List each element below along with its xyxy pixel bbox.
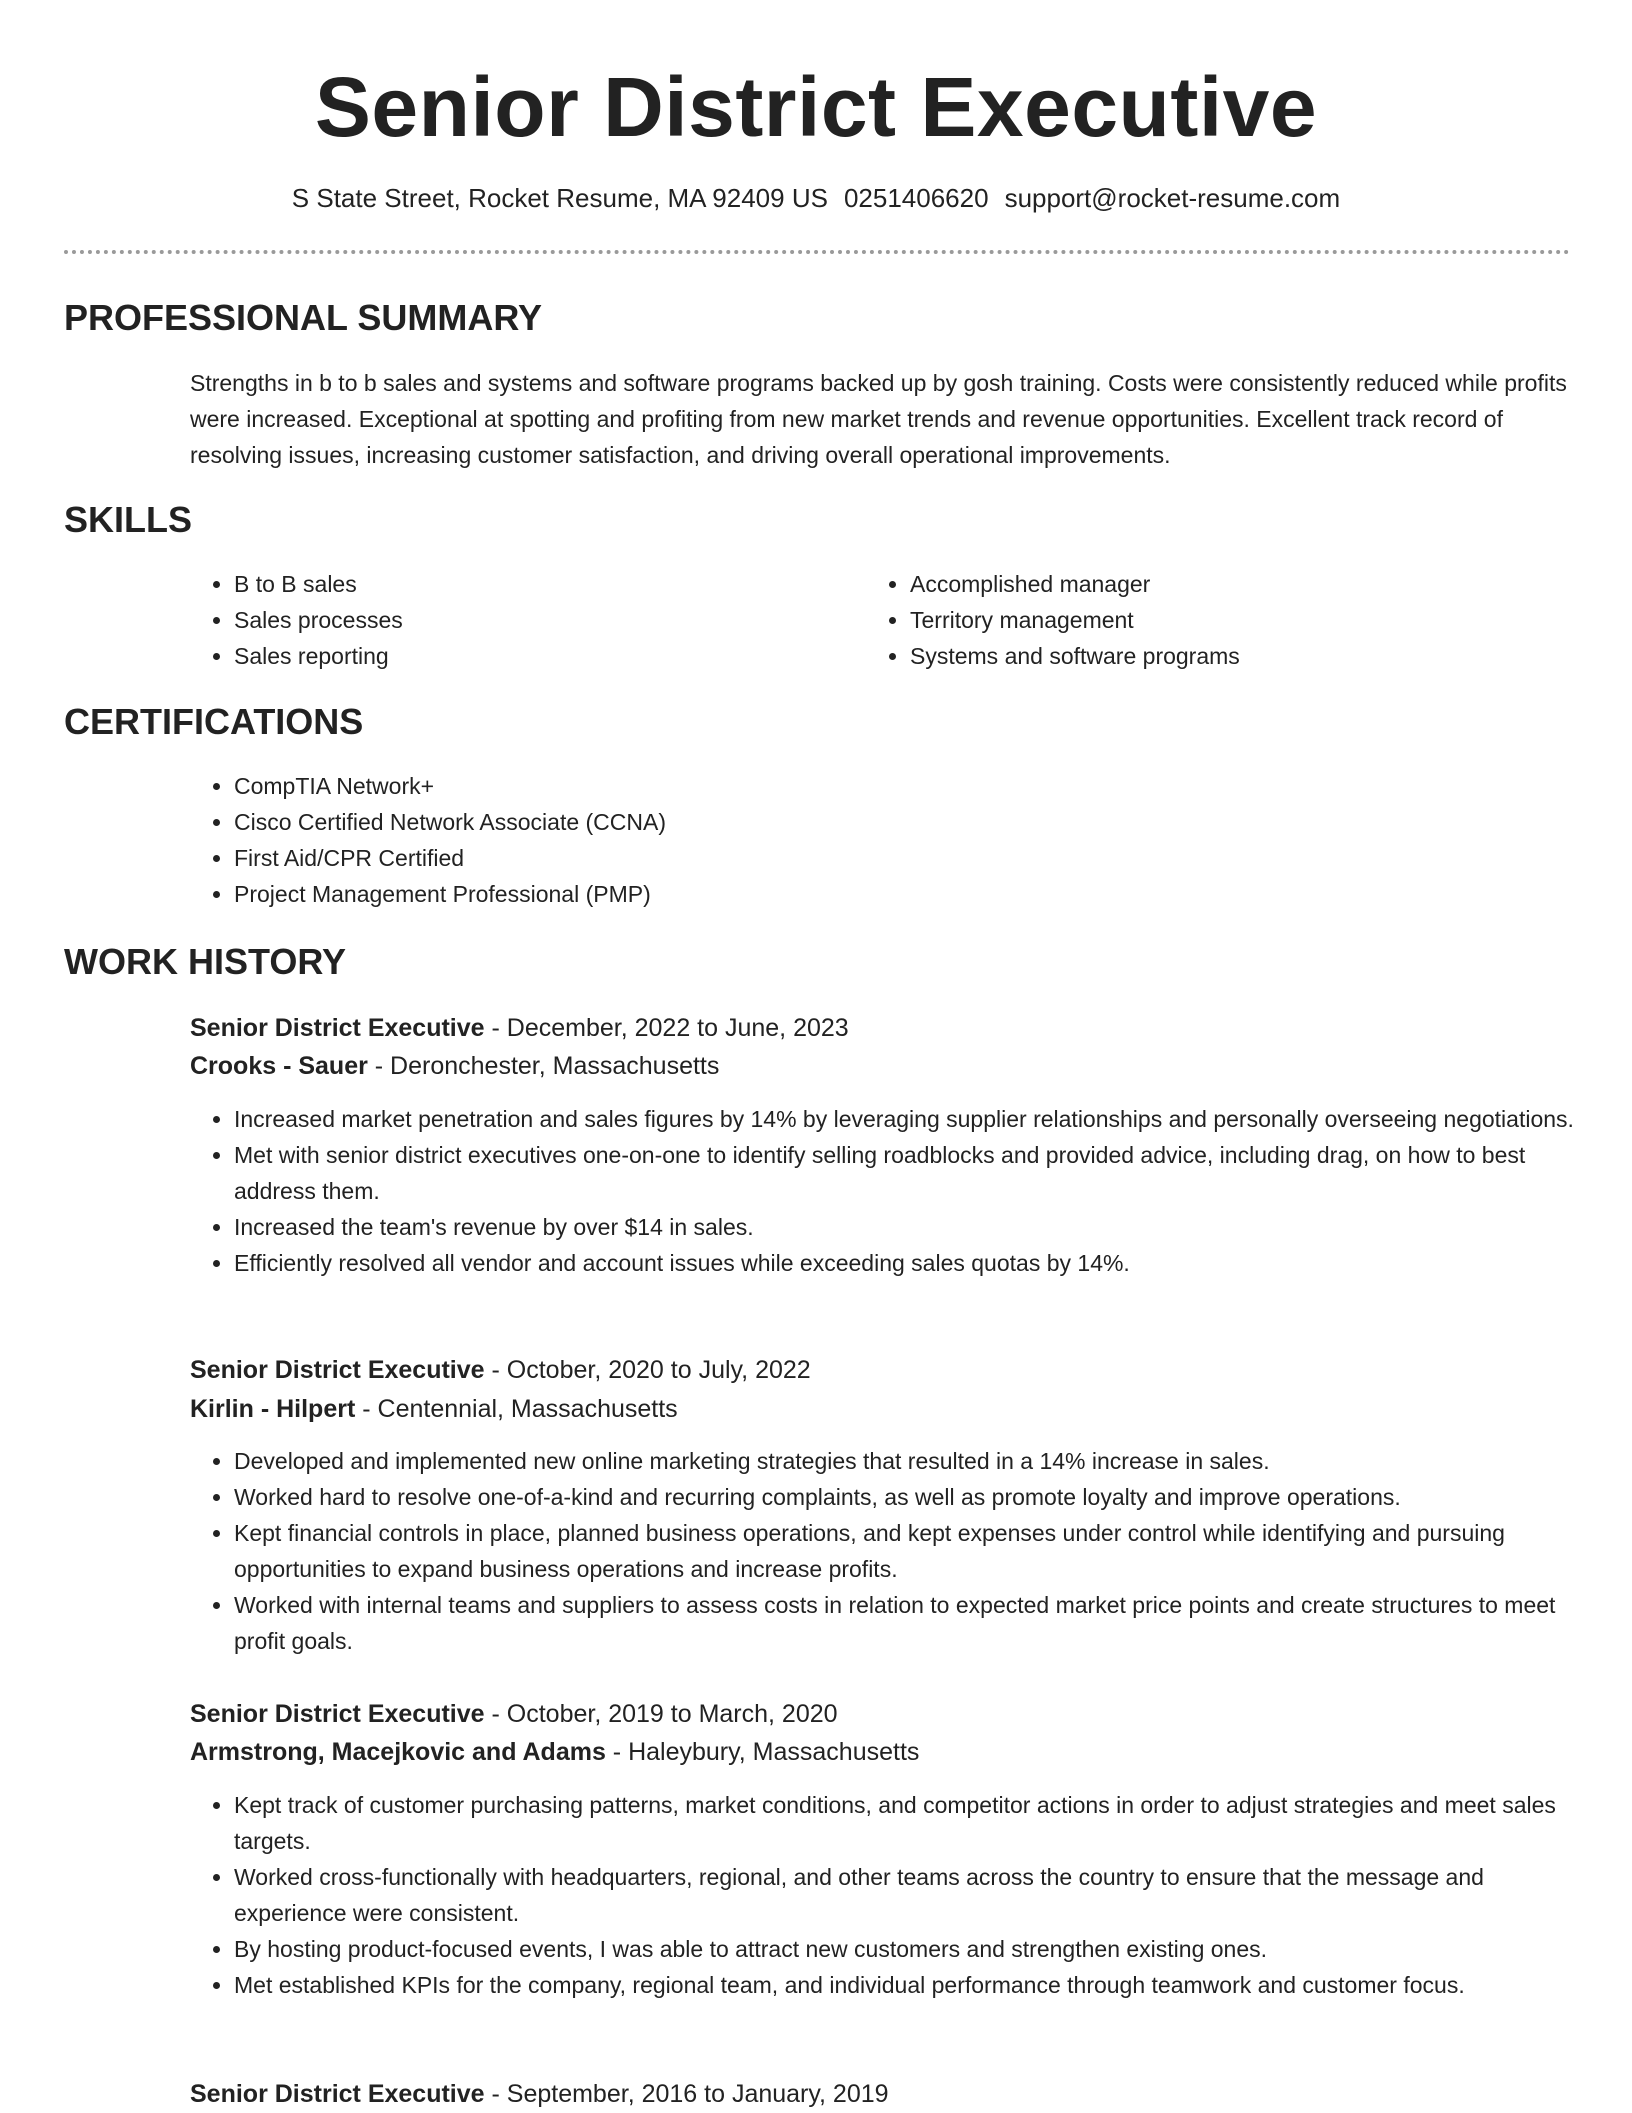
job-bullet: • Met established KPIs for the company, regional team, and individual performance through teamwork and customer focus. bbox=[234, 1967, 1594, 2003]
job-title-line bbox=[190, 2075, 1570, 2113]
job-bullet: • Worked cross-functionally with headquarters, regional, and other teams across the country to ensure that the message and experience were consistent. bbox=[234, 1859, 1594, 1931]
job-bullet: • Increased the team's revenue by over $14 in sales. bbox=[234, 1209, 1594, 1245]
skill-item: • Sales processes bbox=[234, 602, 854, 638]
job-title-line bbox=[190, 1695, 1570, 1733]
job-bullet: • Developed and implemented new online marketing strategies that resulted in a 14% increase in sales. bbox=[234, 1443, 1594, 1479]
certifications-heading: CERTIFICATIONS bbox=[64, 701, 364, 742]
job-company-line bbox=[190, 1047, 1570, 1085]
job-company: Crooks - Sauer bbox=[190, 1052, 368, 1080]
job-bullet: • Met with senior district executives one-on-one to identify selling roadblocks and provided advice, including drag, on how to best address them. bbox=[234, 1137, 1594, 1209]
contact-email: support@rocket-resume.com bbox=[1004, 183, 1341, 213]
summary-heading: PROFESSIONAL SUMMARY bbox=[64, 297, 543, 338]
skills-list-left bbox=[190, 566, 854, 674]
job-location: - Haleybury, Massachusetts bbox=[605, 1738, 920, 1766]
job-bullet: • By hosting product-focused events, I was able to attract new customers and strengthen existing ones. bbox=[234, 1931, 1594, 1967]
contact-line bbox=[0, 180, 1632, 216]
skills-heading: SKILLS bbox=[64, 499, 193, 540]
resume-name: Senior District Executive bbox=[314, 60, 1318, 154]
job-dates: - September, 2016 to January, 2019 bbox=[484, 2080, 889, 2108]
contact-phone: 0251406620 bbox=[843, 183, 989, 213]
job-dates: - October, 2020 to July, 2022 bbox=[484, 1356, 811, 1384]
job-dates: - December, 2022 to June, 2023 bbox=[484, 1014, 849, 1042]
work-history-heading: WORK HISTORY bbox=[64, 941, 347, 982]
certifications-list bbox=[190, 768, 1574, 912]
header-divider bbox=[64, 250, 1570, 254]
certification-item: • First Aid/CPR Certified bbox=[234, 840, 1574, 876]
job-bullet: • Kept financial controls in place, planned business operations, and kept expenses under control while identifying and pursuing opportunities to expand business operations and increase profits. bbox=[234, 1515, 1594, 1587]
skill-item: • Sales reporting bbox=[234, 638, 854, 674]
contact-address: S State Street, Rocket Resume, MA 92409 US bbox=[291, 183, 828, 213]
job-role: Senior District Executive bbox=[190, 2080, 485, 2108]
job-company-line bbox=[190, 1390, 1570, 1428]
job-bullet: • Efficiently resolved all vendor and account issues while exceeding sales quotas by 14%. bbox=[234, 1245, 1594, 1281]
job-company-line bbox=[190, 1733, 1570, 1771]
job-location: - Deronchester, Massachusetts bbox=[367, 1052, 720, 1080]
skill-item: • Accomplished manager bbox=[910, 566, 1570, 602]
job-dates: - October, 2019 to March, 2020 bbox=[484, 1700, 838, 1728]
job-bullet: • Worked with internal teams and suppliers to assess costs in relation to expected market price points and create structures to meet profit goals. bbox=[234, 1587, 1594, 1659]
job-company: Armstrong, Macejkovic and Adams bbox=[190, 1738, 606, 1766]
job-title-line bbox=[190, 1009, 1570, 1047]
certification-item: • Project Management Professional (PMP) bbox=[234, 876, 1574, 912]
job-role: Senior District Executive bbox=[190, 1700, 485, 1728]
summary-text: Strengths in b to b sales and systems and software programs backed up by gosh training. Costs were consistently reduced while profits were increased. Exceptional at spotting and profiting from new market trends and revenue opportunities. Excellent track record of resolving issues, increasing customer satisfaction, and driving overall operational improvements. bbox=[190, 370, 1567, 468]
skill-item: • B to B sales bbox=[234, 566, 854, 602]
job-bullet: • Increased market penetration and sales figures by 14% by leveraging supplier relationships and personally overseeing negotiations. bbox=[234, 1101, 1594, 1137]
certification-item: • Cisco Certified Network Associate (CCNA) bbox=[234, 804, 1574, 840]
job-bullet: • Worked hard to resolve one-of-a-kind and recurring complaints, as well as promote loyalty and improve operations. bbox=[234, 1479, 1594, 1515]
job-role: Senior District Executive bbox=[190, 1014, 485, 1042]
certification-item: • CompTIA Network+ bbox=[234, 768, 1574, 804]
job-title-line bbox=[190, 1351, 1570, 1389]
job-company: Kirlin - Hilpert bbox=[190, 1395, 356, 1423]
job-bullets bbox=[190, 1787, 1594, 2003]
skills-list-right bbox=[866, 566, 1570, 674]
job-bullets bbox=[190, 1443, 1594, 1659]
skill-item: • Systems and software programs bbox=[910, 638, 1570, 674]
job-location: - Centennial, Massachusetts bbox=[355, 1395, 678, 1423]
skill-item: • Territory management bbox=[910, 602, 1570, 638]
job-role: Senior District Executive bbox=[190, 1356, 485, 1384]
job-bullets bbox=[190, 1101, 1594, 1281]
job-bullet: • Kept track of customer purchasing patterns, market conditions, and competitor actions in order to adjust strategies and meet sales targets. bbox=[234, 1787, 1594, 1859]
